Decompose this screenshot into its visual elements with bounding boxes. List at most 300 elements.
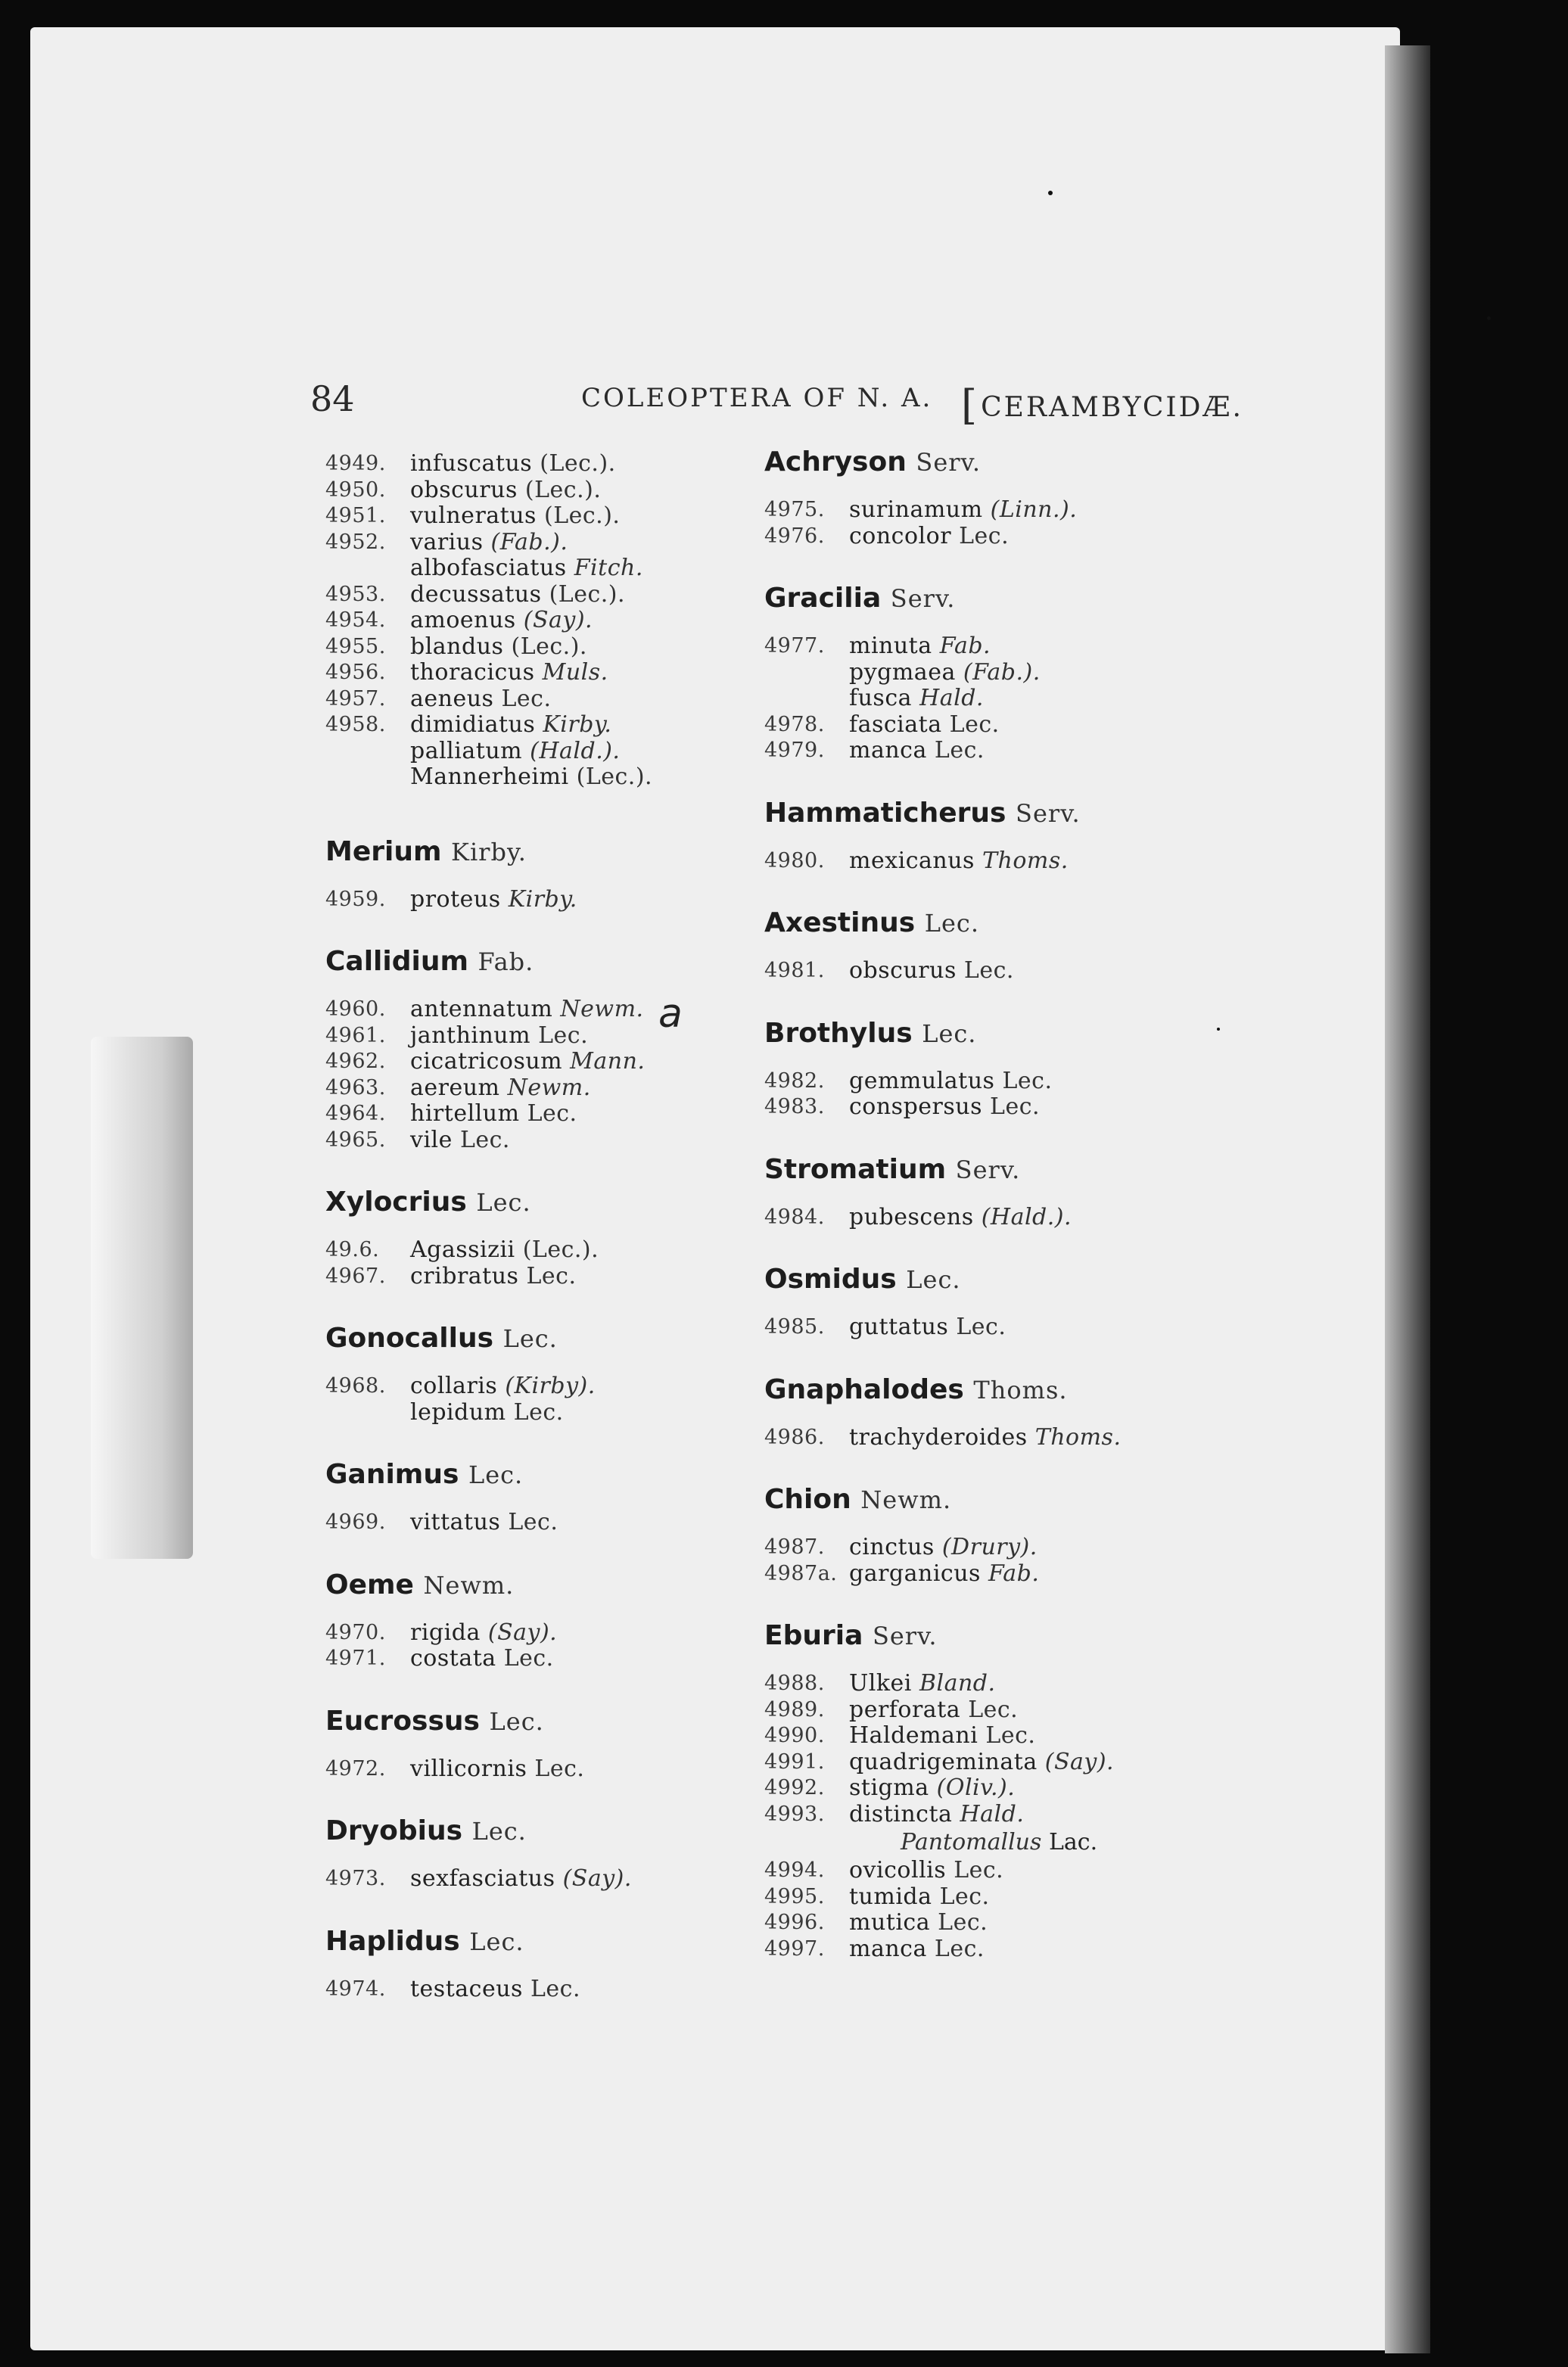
species-name: dimidiatus (410, 711, 536, 738)
species-entry (325, 582, 795, 608)
catalog-number: 4985. (764, 1315, 825, 1339)
species-entry (764, 1884, 1234, 1911)
catalog-number: 4977. (764, 634, 825, 658)
species-author: Lec. (968, 1696, 1019, 1723)
species-entry (325, 712, 795, 739)
species-entry (325, 1101, 795, 1128)
genus-author: Serv. (955, 1155, 1021, 1184)
scan-tab-strip (91, 1037, 193, 1559)
species-name: vulneratus (410, 502, 537, 529)
spacer (764, 477, 1234, 497)
genus-name: Ganimus (325, 1459, 459, 1490)
species-author: Lec. (1002, 1067, 1053, 1094)
species-entry (764, 1775, 1234, 1802)
species-entry (325, 530, 795, 556)
species-name: concolor (849, 522, 952, 549)
genus-author: Lec. (924, 909, 979, 938)
species-name: Agassizii (410, 1236, 515, 1263)
species-name: testaceus (410, 1975, 523, 2002)
species-author: Lec. (501, 685, 552, 712)
species-author: Lec. (963, 957, 1014, 984)
spacer (325, 1354, 795, 1373)
species-entry (764, 712, 1234, 739)
species-author: Thoms. (1034, 1423, 1122, 1451)
spacer (325, 1600, 795, 1620)
species-entry (764, 1750, 1234, 1776)
catalog-number: 4956. (325, 661, 386, 684)
species-entry (764, 497, 1234, 524)
spacer (764, 1827, 901, 1858)
species-name: trachyderoides (849, 1423, 1028, 1451)
species-author: (Kirby). (505, 1373, 596, 1399)
genus-author: Newm. (860, 1485, 952, 1514)
species-name: minuta (849, 633, 932, 659)
catalog-number: 4951. (325, 504, 386, 527)
spacer (764, 1515, 1234, 1535)
species-entry (764, 1802, 1234, 1828)
spacer (325, 1957, 795, 1977)
spacer (764, 1121, 1234, 1154)
genus-name: Gnaphalodes (764, 1373, 964, 1405)
species-name: ovicollis (849, 1857, 947, 1883)
catalog-number (764, 686, 849, 712)
species-author: (Lec.). (540, 450, 616, 477)
species-name: villicornis (410, 1755, 527, 1782)
left-column (325, 451, 795, 2002)
species-entry (325, 451, 795, 477)
species-name: cicatricosum (410, 1048, 563, 1075)
genus-heading (325, 836, 795, 867)
species-name: aeneus (410, 685, 494, 712)
genus-author: Serv. (872, 1622, 938, 1650)
handwritten-mark: a (658, 991, 683, 1037)
species-entry (325, 739, 795, 765)
species-name: fusca (849, 685, 913, 711)
species-name: blandus (410, 633, 504, 660)
species-name: manca (849, 1935, 927, 1962)
right-column (764, 446, 1234, 1962)
species-entry (764, 1205, 1234, 1231)
catalog-number: 4980. (764, 848, 825, 872)
catalog-number: 4962. (325, 1050, 386, 1073)
species-entry (325, 764, 795, 791)
spacer (764, 1185, 1234, 1205)
genus-author: Thoms. (973, 1375, 1068, 1404)
catalog-number: 4961. (325, 1023, 386, 1047)
species-entry (325, 997, 795, 1023)
species-entry (325, 1264, 795, 1290)
spacer (325, 1536, 795, 1569)
catalog-number: 4957. (325, 686, 386, 711)
species-name: vittatus (410, 1509, 501, 1535)
species-entry (764, 848, 1234, 875)
catalog-number: 4983. (764, 1095, 825, 1118)
species-author: (Fab.). (963, 658, 1041, 686)
species-author: Newm. (507, 1074, 591, 1101)
spacer (764, 1049, 1234, 1068)
catalog-number (325, 739, 410, 765)
species-entry (764, 1094, 1234, 1121)
species-author: (Say). (523, 607, 593, 633)
genus-author: Lec. (476, 1188, 531, 1217)
species-name: sexfasciatus (410, 1865, 555, 1892)
species-name: cribratus (410, 1262, 519, 1289)
catalog-number (764, 660, 849, 686)
species-name: tumida (849, 1883, 932, 1910)
spacer (325, 1426, 795, 1459)
catalog-number: 4969. (325, 1510, 386, 1534)
species-name: hirtellum (410, 1100, 520, 1127)
species-author: Lec. (527, 1100, 577, 1127)
scan-speck (1487, 316, 1491, 320)
species-author: Newm. (560, 996, 644, 1022)
species-author: Lec. (990, 1093, 1041, 1120)
species-name: proteus (410, 885, 501, 913)
species-author: Lec. (526, 1262, 577, 1289)
running-title: COLEOPTERA OF N. A. (581, 383, 933, 413)
species-name: distincta (849, 1800, 953, 1827)
page-edge-shadow (1385, 45, 1430, 2353)
species-author: (Say). (1044, 1748, 1115, 1775)
species-name: palliatum (410, 737, 523, 764)
genus-heading (764, 1264, 1234, 1295)
species-name: Haldemani (849, 1722, 978, 1749)
species-author: Hald. (960, 1800, 1025, 1827)
species-author: Lec. (959, 522, 1010, 549)
species-author: Lec. (939, 1883, 990, 1910)
spacer (764, 614, 1234, 633)
spacer (764, 874, 1234, 907)
species-author: Lec. (934, 737, 985, 764)
species-author: (Lec.). (524, 476, 602, 503)
species-entry (325, 1977, 795, 2003)
species-name: collaris (410, 1373, 498, 1399)
species-author: (Hald.). (981, 1203, 1072, 1230)
species-author: (Lec.). (511, 633, 587, 660)
genus-heading (764, 1620, 1234, 1651)
species-entry (764, 1858, 1234, 1884)
genus-name: Gonocallus (325, 1323, 494, 1354)
genus-name: Merium (325, 835, 442, 867)
genus-author: Serv. (890, 584, 956, 613)
species-entry (764, 1936, 1234, 1963)
species-name: mexicanus (849, 847, 975, 874)
species-entry (325, 1128, 795, 1154)
catalog-number: 4949. (325, 452, 386, 475)
genus-name: Gracilia (764, 583, 882, 614)
genus-name: Oeme (325, 1569, 414, 1600)
species-entry (764, 686, 1234, 712)
species-author: (Lec.). (549, 580, 626, 608)
species-entry (325, 1237, 795, 1264)
species-entry (764, 1671, 1234, 1697)
genus-heading (325, 1569, 795, 1600)
species-author: (Linn.). (990, 496, 1078, 523)
species-author: Kirby. (543, 711, 612, 738)
genus-name: Chion (764, 1484, 851, 1515)
species-author: (Say). (487, 1619, 558, 1646)
species-author: Lec. (530, 1975, 580, 2002)
species-name: guttatus (849, 1314, 949, 1340)
species-author: (Say). (562, 1865, 632, 1892)
species-author: Lec. (938, 1909, 988, 1936)
species-entry (325, 1023, 795, 1050)
species-entry (764, 524, 1234, 550)
species-name: perforata (849, 1696, 961, 1723)
spacer (325, 867, 795, 887)
species-author: Mann. (570, 1048, 646, 1075)
spacer (764, 1230, 1234, 1264)
catalog-number: 4996. (764, 1911, 825, 1934)
species-author: Lec. (954, 1857, 1004, 1883)
species-name: pygmaea (849, 658, 956, 686)
species-entry (764, 1723, 1234, 1750)
catalog-number: 4955. (325, 634, 386, 658)
species-name: obscurus (410, 476, 518, 503)
catalog-number: 4994. (764, 1858, 825, 1882)
genus-author: Lec. (469, 1927, 524, 1956)
genus-heading (325, 1706, 795, 1737)
genus-heading (764, 1154, 1234, 1185)
catalog-number: 4987a. (764, 1561, 838, 1585)
species-entry (325, 1866, 795, 1893)
catalog-number (325, 555, 410, 582)
catalog-number: 4959. (325, 887, 386, 911)
species-name: surinamum (849, 496, 983, 523)
species-entry (764, 1425, 1234, 1451)
spacer (325, 1893, 795, 1926)
catalog-number: 4989. (764, 1697, 825, 1722)
catalog-number: 4963. (325, 1075, 386, 1100)
genus-heading (764, 583, 1234, 614)
genus-heading (325, 1459, 795, 1490)
species-name: janthinum (410, 1022, 531, 1049)
species-author: (Fab.). (490, 528, 568, 555)
species-entry (325, 1075, 795, 1102)
catalog-number: 4960. (325, 997, 386, 1021)
catalog-number: 4964. (325, 1102, 386, 1125)
species-entry (325, 660, 795, 686)
species-author: Lec. (949, 711, 1000, 738)
species-author: Lec. (538, 1022, 589, 1049)
genus-author: Serv. (1016, 798, 1081, 828)
species-author: Lec. (956, 1314, 1006, 1340)
species-entry (764, 1561, 1234, 1588)
species-name: varius (410, 528, 484, 555)
genus-author: Lec. (489, 1706, 544, 1736)
species-entry (764, 1535, 1234, 1561)
spacer (325, 913, 795, 946)
genus-author: Lec. (468, 1460, 524, 1489)
species-author: Bland. (919, 1670, 996, 1697)
species-entry (325, 477, 795, 504)
catalog-number: 4981. (764, 959, 825, 982)
catalog-number: 4991. (764, 1750, 825, 1774)
species-entry (764, 1068, 1234, 1095)
spacer (764, 984, 1234, 1018)
genus-author: Fab. (478, 947, 534, 976)
catalog-number: 4986. (764, 1425, 825, 1449)
catalog-number: 4987. (764, 1535, 825, 1559)
species-name: decussatus (410, 580, 542, 608)
genus-heading (325, 1815, 795, 1846)
species-entry (325, 1620, 795, 1647)
spacer (764, 1295, 1234, 1314)
spacer (764, 1651, 1234, 1671)
catalog-number: 4970. (325, 1620, 386, 1644)
species-entry (764, 1910, 1234, 1936)
genus-author: Kirby. (451, 837, 527, 866)
spacer (325, 1218, 795, 1237)
species-name: antennatum (410, 996, 553, 1022)
species-entry (325, 1510, 795, 1536)
species-author: Lec. (534, 1755, 585, 1782)
catalog-number: 4958. (325, 713, 386, 736)
catalog-number: 4976. (764, 524, 825, 548)
species-entry (325, 1400, 795, 1426)
species-name: cinctus (849, 1534, 935, 1560)
species-author: Lec. (459, 1126, 510, 1153)
spacer (325, 1782, 795, 1815)
spacer (325, 791, 795, 836)
species-entry (764, 1697, 1234, 1724)
species-author: Fab. (939, 633, 991, 659)
section-name: CERAMBYCIDÆ. (981, 392, 1243, 423)
species-author: Fab. (988, 1560, 1040, 1587)
catalog-number: 4953. (325, 582, 386, 606)
genus-name: Hammaticherus (764, 797, 1006, 829)
species-name: vile (410, 1126, 453, 1153)
subgenus-author: Lac. (1048, 1829, 1098, 1855)
species-author: Hald. (919, 685, 984, 711)
species-author: Muls. (542, 659, 608, 686)
genus-heading (325, 1323, 795, 1354)
subgenus-name: Pantomallus (901, 1829, 1042, 1855)
genus-name: Osmidus (764, 1264, 897, 1295)
species-name: rigida (410, 1619, 481, 1646)
genus-heading (764, 1374, 1234, 1405)
species-name: thoracicus (410, 659, 535, 686)
scan-speck (1048, 191, 1053, 195)
species-author: Fitch. (574, 555, 643, 581)
catalog-number: 4975. (764, 498, 825, 521)
spacer (764, 938, 1234, 958)
species-author: Lec. (985, 1722, 1036, 1749)
species-entry (764, 738, 1234, 764)
species-name: costata (410, 1645, 496, 1672)
genus-heading (764, 798, 1234, 829)
genus-heading (325, 946, 795, 977)
catalog-number: 4972. (325, 1756, 386, 1781)
catalog-number: 4982. (764, 1068, 825, 1093)
species-entry (325, 634, 795, 661)
genus-name: Achryson (764, 446, 907, 477)
species-entry (325, 1756, 795, 1783)
species-author: Lec. (934, 1935, 985, 1962)
species-name: manca (849, 737, 927, 764)
genus-author: Lec. (502, 1324, 558, 1353)
catalog-number: 4988. (764, 1672, 825, 1695)
catalog-number (325, 764, 410, 791)
spacer (764, 1451, 1234, 1484)
species-name: Ulkei (849, 1670, 912, 1697)
catalog-number: 4992. (764, 1776, 825, 1799)
genus-heading (764, 1484, 1234, 1515)
species-author: Thoms. (982, 847, 1069, 874)
species-author: (Lec.). (522, 1236, 599, 1263)
genus-heading (764, 907, 1234, 938)
catalog-number: 4967. (325, 1264, 386, 1288)
genus-name: Callidium (325, 946, 468, 977)
spacer (325, 1737, 795, 1756)
genus-name: Haplidus (325, 1925, 460, 1957)
genus-name: Brothylus (764, 1017, 913, 1049)
catalog-number: 4973. (325, 1867, 386, 1890)
species-name: mutica (849, 1909, 931, 1936)
genus-author: Newm. (423, 1570, 515, 1600)
spacer (764, 1341, 1234, 1374)
catalog-number: 4997. (764, 1936, 825, 1961)
species-name: gemmulatus (849, 1067, 995, 1094)
species-entry (764, 633, 1234, 660)
catalog-number (325, 1400, 410, 1426)
genus-name: Stromatium (764, 1153, 947, 1185)
genus-name: Dryobius (325, 1815, 463, 1846)
catalog-number: 4995. (764, 1884, 825, 1908)
species-entry (764, 1314, 1234, 1341)
species-name: conspersus (849, 1093, 982, 1120)
spacer (325, 1490, 795, 1510)
catalog-number: 4965. (325, 1128, 386, 1152)
species-name: albofasciatus (410, 555, 567, 581)
spacer (764, 764, 1234, 798)
spacer (764, 549, 1234, 583)
species-author: (Oliv.). (936, 1774, 1016, 1801)
genus-heading (764, 446, 1234, 477)
catalog-number: 4984. (764, 1205, 825, 1229)
spacer (325, 977, 795, 997)
genus-name: Eburia (764, 1620, 863, 1651)
species-entry (325, 686, 795, 713)
spacer (764, 829, 1234, 848)
species-entry (325, 887, 795, 913)
genus-heading (325, 1187, 795, 1218)
species-author: Lec. (508, 1509, 558, 1535)
species-name: pubescens (849, 1203, 974, 1230)
species-name: fasciata (849, 711, 942, 738)
species-name: aereum (410, 1074, 500, 1101)
catalog-number: 4978. (764, 712, 825, 736)
species-author: (Lec.). (544, 502, 621, 529)
species-name: stigma (849, 1774, 929, 1801)
species-author: Kirby. (508, 885, 577, 913)
genus-author: Lec. (906, 1265, 961, 1294)
species-author: Lec. (503, 1645, 554, 1672)
catalog-number: 4954. (325, 608, 386, 632)
catalog-number: 4990. (764, 1724, 825, 1747)
genus-author: Serv. (916, 448, 981, 477)
species-name: lepidum (410, 1398, 506, 1426)
spacer (764, 1405, 1234, 1425)
section-title (961, 378, 1243, 429)
genus-name: Axestinus (764, 907, 916, 938)
species-name: Mannerheimi (410, 764, 569, 790)
species-entry (325, 555, 795, 582)
species-author: Lec. (513, 1398, 564, 1426)
genus-name: Xylocrius (325, 1187, 467, 1218)
spacer (325, 1846, 795, 1866)
catalog-number: 49.6. (325, 1238, 380, 1261)
